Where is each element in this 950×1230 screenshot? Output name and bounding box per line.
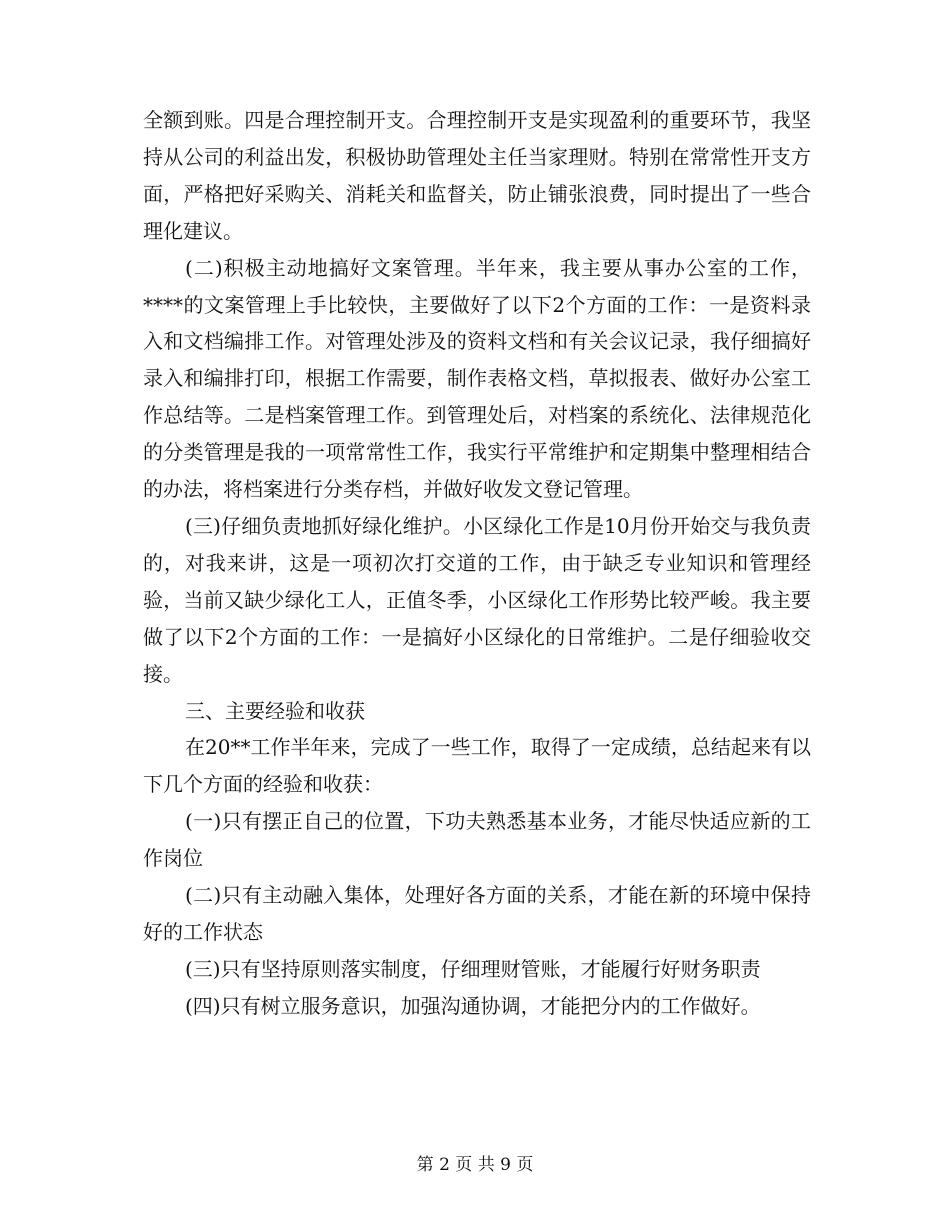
- section-heading-3: 三、主要经验和收获: [185, 698, 365, 723]
- paragraph-9: (四)只有树立服务意识，加强沟通协调，才能把分内的工作做好。: [185, 993, 761, 1018]
- paragraph-7: (二)只有主动融入集体，处理好各方面的关系，才能在新的环境中保持好的工作状态: [143, 883, 811, 944]
- page-number-label: 第 2 页 共 9 页: [416, 1155, 534, 1175]
- paragraph-8: (三)只有坚持原则落实制度，仔细理财管账，才能履行好财务职责: [185, 956, 761, 981]
- document-body: [143, 102, 811, 1025]
- paragraph-6: (一)只有摆正自己的位置，下功夫熟悉基本业务，才能尽快适应新的工作岗位: [143, 809, 811, 871]
- paragraph-3: (三)仔细负责地抓好绿化维护。小区绿化工作是10月份开始交与我负责的，对我来讲，这是一项初次打交道的工作，由于缺乏专业知识和管理经验，当前又缺少绿化工人，正值冬季，小区绿化工作形势比较严峻。我主要做了以下2个方面的工作：一是搞好小区绿化的日常维护。二是仔细验收交接。: [143, 513, 811, 686]
- paragraph-2: (二)积极主动地搞好文案管理。半年来，我主要从事办公室的工作，****的文案管理上手比较快，主要做好了以下2个方面的工作：一是资料录入和文档编排工作。对管理处涉及的资料文档和有关会议记录，我仔细搞好录入和编排打印，根据工作需要，制作表格文档，草拟报表、做好办公室工作总结等。二是档案管理工作。到管理处后，对档案的系统化、法律规范化的分类管理是我的一项常常性工作，我实行平常维护和定期集中整理相结合的办法，将档案进行分类存档，并做好收发文登记管理。: [143, 255, 811, 502]
- paragraph-5: 在20**工作半年来，完成了一些工作，取得了一定成绩，总结起来有以下几个方面的经验和收获：: [143, 735, 811, 797]
- page-footer: [0, 1153, 950, 1177]
- paragraph-1: 全额到账。四是合理控制开支。合理控制开支是实现盈利的重要环节，我坚持从公司的利益出发，积极协助管理处主任当家理财。特别在常常性开支方面，严格把好采购关、消耗关和监督关，防止铺张浪费，同时提出了一些合理化建议。: [143, 108, 811, 243]
